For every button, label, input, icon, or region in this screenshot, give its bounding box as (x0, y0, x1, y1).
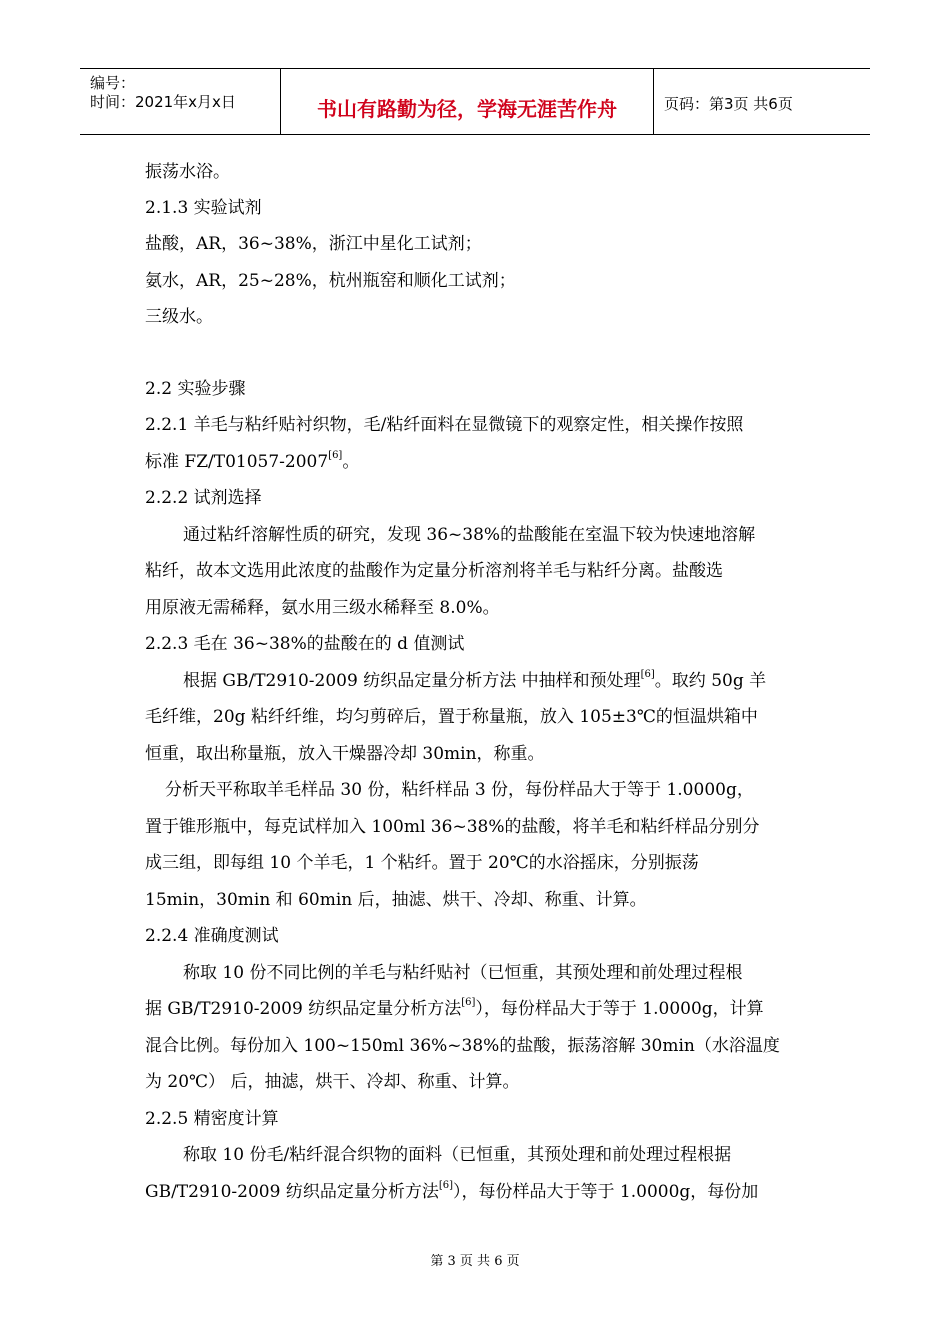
paragraph-line: 粘纤，故本文选用此浓度的盐酸作为定量分析溶剂将羊毛与粘纤分离。盐酸选 (145, 561, 723, 581)
paragraph-line: 分析天平称取羊毛样品 30 份，粘纤样品 3 份，每份样品大于等于 1.0000g， (165, 780, 754, 800)
text-span: ），每份样品大于等于 1.0000g，计算 (475, 999, 764, 1019)
text-span: 据 GB/T2910-2009 纺织品定量分析方法 (145, 999, 462, 1019)
paragraph-line (183, 669, 766, 693)
text-span: ），每份样品大于等于 1.0000g，每份加 (453, 1182, 759, 1202)
text-line: 盐酸，AR，36~38%，浙江中星化工试剂； (145, 234, 482, 254)
page-footer: 第 3 页 共 6 页 (430, 1254, 520, 1269)
section-heading: 2.2.3 毛在 36~38%的盐酸在的 d 值测试 (145, 634, 465, 654)
header-page-number: 页码：第3页 共6页 (664, 95, 793, 113)
text-line: 振荡水浴。 (145, 162, 230, 182)
paragraph-line: 恒重，取出称量瓶，放入干燥器冷却 30min，称重。 (145, 744, 545, 764)
section-heading: 2.2.2 试剂选择 (145, 488, 262, 508)
citation-reference: [6] (640, 669, 655, 680)
text-span: 。取约 50g 羊 (654, 671, 767, 691)
header-center-cell (281, 69, 654, 134)
text-span: GB/T2910-2009 纺织品定量分析方法 (145, 1182, 439, 1202)
text-line: 三级水。 (145, 307, 213, 327)
paragraph-line: 称取 10 份不同比例的羊毛与粘纤贴衬（已恒重，其预处理和前处理过程根 (183, 963, 743, 983)
paragraph-line: 15min，30min 和 60min 后，抽滤、烘干、冷却、称重、计算。 (145, 890, 647, 910)
text-span: 根据 GB/T2910-2009 纺织品定量分析方法 中抽样和预处理 (183, 671, 641, 691)
paragraph-line: 毛纤维，20g 粘纤纤维，均匀剪碎后，置于称量瓶，放入 105±3℃的恒温烘箱中 (145, 707, 758, 727)
paragraph-line (145, 997, 764, 1021)
section-heading: 2.2 实验步骤 (145, 379, 246, 399)
document-number-label: 编号： (90, 74, 136, 92)
section-heading: 2.2.5 精密度计算 (145, 1109, 279, 1129)
document-time-label: 时间：2021年x月x日 (90, 93, 236, 111)
paragraph-line: 用原液无需稀释，氨水用三级水稀释至 8.0%。 (145, 598, 500, 618)
text-span: 。 (342, 452, 360, 472)
paragraph-line: 置于锥形瓶中，每克试样加入 100ml 36~38%的盐酸，将羊毛和粘纤样品分别分 (145, 817, 760, 837)
page-header (80, 68, 870, 135)
paragraph-line: 混合比例。每份加入 100~150ml 36%~38%的盐酸，振荡溶解 30min（水浴温度 (145, 1036, 780, 1056)
text-line: 氨水，AR，25~28%，杭州瓶窑和顺化工试剂； (145, 271, 516, 291)
citation-reference: [6] (328, 450, 343, 461)
paragraph-line: 通过粘纤溶解性质的研究，发现 36~38%的盐酸能在室温下较为快速地溶解 (183, 525, 756, 545)
text-line (145, 450, 359, 474)
paragraph-line (145, 1180, 758, 1204)
section-heading: 2.2.4 准确度测试 (145, 926, 279, 946)
citation-reference: [6] (461, 997, 476, 1008)
text-line: 2.2.1 羊毛与粘纤贴衬织物，毛/粘纤面料在显微镜下的观察定性，相关操作按照 (145, 415, 744, 435)
header-motto: 书山有路勤为径，学海无涯苦作舟 (317, 97, 617, 121)
paragraph-line: 称取 10 份毛/粘纤混合织物的面料（已恒重，其预处理和前处理过程根据 (183, 1145, 732, 1165)
citation-reference: [6] (438, 1180, 453, 1191)
text-span: 标准 FZ/T01057-2007 (145, 452, 329, 472)
header-left-cell (80, 69, 281, 134)
paragraph-line: 成三组，即每组 10 个羊毛，1 个粘纤。置于 20℃的水浴摇床，分别振荡 (145, 853, 699, 873)
section-heading: 2.1.3 实验试剂 (145, 198, 262, 218)
header-right-cell (654, 69, 870, 134)
paragraph-line: 为 20℃） 后，抽滤，烘干、冷却、称重、计算。 (145, 1072, 520, 1092)
